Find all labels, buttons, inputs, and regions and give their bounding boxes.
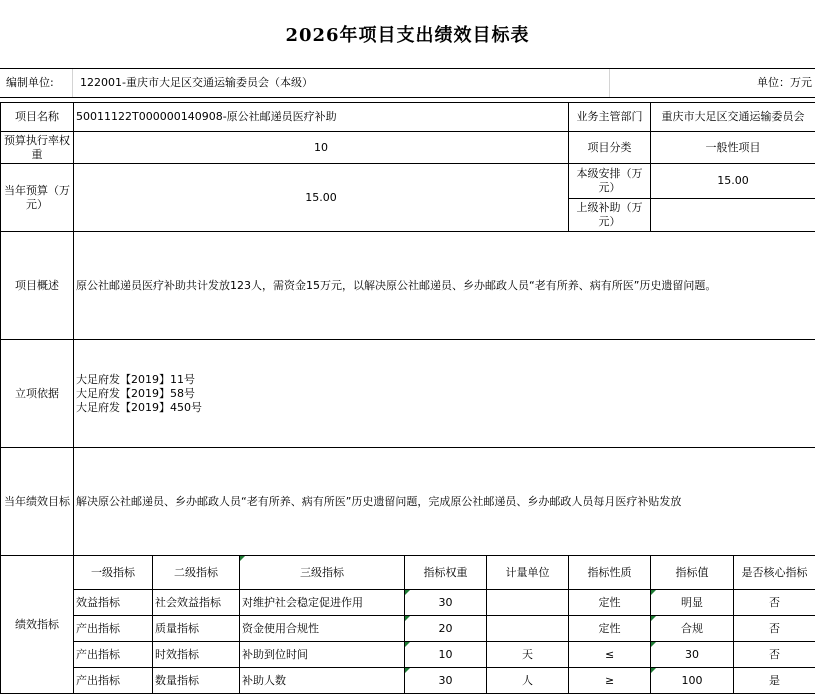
- goal-row: [1, 448, 815, 556]
- header-row: [0, 68, 815, 98]
- budget-row: [1, 164, 815, 199]
- level2-indicator: 数量指标: [153, 668, 240, 694]
- indicator-nature: 定性: [569, 616, 651, 642]
- indicator-nature: 定性: [569, 590, 651, 616]
- indicator-nature: ≥: [569, 668, 651, 694]
- basis-row: [1, 340, 815, 448]
- basis-value: [74, 340, 815, 448]
- basis-document: 大足府发【2019】11号: [76, 372, 195, 386]
- measure-unit: [487, 590, 569, 616]
- weight-value: 10: [74, 132, 569, 164]
- level1-indicator: 产出指标: [74, 616, 153, 642]
- measure-unit: 天: [487, 642, 569, 668]
- level1-indicator: 产出指标: [74, 642, 153, 668]
- level3-indicator: 资金使用合规性: [240, 616, 405, 642]
- indicator-value: 100: [651, 668, 734, 694]
- level1-indicator: 产出指标: [74, 668, 153, 694]
- category-label: 项目分类: [569, 132, 651, 164]
- level1-indicator: 效益指标: [74, 590, 153, 616]
- project-name-value: 50011122T000000140908-原公社邮递员医疗补助: [74, 103, 569, 132]
- table-row: [1, 642, 815, 668]
- basis-label: 立项依据: [1, 340, 74, 448]
- basis-document: 大足府发【2019】450号: [76, 400, 202, 414]
- level3-indicator: 对维护社会稳定促进作用: [240, 590, 405, 616]
- dept-value: 重庆市大足区交通运输委员会: [651, 103, 815, 132]
- local-funding-value: 15.00: [651, 164, 815, 199]
- basis-document: 大足府发【2019】58号: [76, 386, 195, 400]
- level2-indicator: 质量指标: [153, 616, 240, 642]
- is-core-indicator: 否: [734, 590, 815, 616]
- column-header: 二级指标: [153, 556, 240, 590]
- weight-label: 预算执行率权重: [1, 132, 74, 164]
- is-core-indicator: 是: [734, 668, 815, 694]
- goal-value: 解决原公社邮递员、乡办邮政人员“老有所养、病有所医”历史遗留问题，完成原公社邮递员、乡办邮政人员每月医疗补贴发放: [74, 448, 815, 556]
- budget-label: 当年预算（万元）: [1, 164, 74, 232]
- level3-indicator: 补助到位时间: [240, 642, 405, 668]
- indicator-value: 明显: [651, 590, 734, 616]
- level2-indicator: 社会效益指标: [153, 590, 240, 616]
- divider: [609, 69, 610, 97]
- budget-value: 15.00: [74, 164, 569, 232]
- goal-label: 当年绩效目标: [1, 448, 74, 556]
- measure-unit: [487, 616, 569, 642]
- is-core-indicator: 否: [734, 616, 815, 642]
- upper-funding-value: [651, 199, 815, 232]
- indicator-weight: 20: [405, 616, 487, 642]
- indicator-weight: 10: [405, 642, 487, 668]
- divider: [72, 69, 73, 97]
- dept-label: 业务主管部门: [569, 103, 651, 132]
- column-header: 指标值: [651, 556, 734, 590]
- currency-unit: 单位：万元: [757, 76, 812, 89]
- page-title: 2026年项目支出绩效目标表: [285, 25, 530, 46]
- column-header: 指标性质: [569, 556, 651, 590]
- org-label: 编制单位:: [6, 76, 54, 89]
- column-header: 指标权重: [405, 556, 487, 590]
- org-value: 122001-重庆市大足区交通运输委员会（本级）: [80, 76, 313, 89]
- overview-label: 项目概述: [1, 232, 74, 340]
- level2-indicator: 时效指标: [153, 642, 240, 668]
- upper-funding-label: 上级补助（万元）: [569, 199, 651, 232]
- table-row: [1, 616, 815, 642]
- table-row: [1, 590, 815, 616]
- column-header: 是否核心指标: [734, 556, 815, 590]
- column-header: 一级指标: [74, 556, 153, 590]
- indicator-value: 30: [651, 642, 734, 668]
- indicator-nature: ≤: [569, 642, 651, 668]
- overview-row: [1, 232, 815, 340]
- indicator-header-row: [1, 556, 815, 590]
- indicator-weight: 30: [405, 668, 487, 694]
- overview-value: 原公社邮递员医疗补助共计发放123人，需资金15万元，以解决原公社邮递员、乡办邮政人员“老有所养、病有所医”历史遗留问题。: [74, 232, 815, 340]
- local-funding-label: 本级安排（万元）: [569, 164, 651, 199]
- indicators-label: 绩效指标: [1, 556, 74, 694]
- weight-row: [1, 132, 815, 164]
- indicator-weight: 30: [405, 590, 487, 616]
- category-value: 一般性项目: [651, 132, 815, 164]
- indicator-value: 合规: [651, 616, 734, 642]
- measure-unit: 人: [487, 668, 569, 694]
- performance-table: [0, 102, 815, 694]
- table-row: [1, 668, 815, 694]
- is-core-indicator: 否: [734, 642, 815, 668]
- level3-indicator: 补助人数: [240, 668, 405, 694]
- column-header: 计量单位: [487, 556, 569, 590]
- project-name-label: 项目名称: [1, 103, 74, 132]
- column-header: 三级指标: [240, 556, 405, 590]
- project-name-row: [1, 103, 815, 132]
